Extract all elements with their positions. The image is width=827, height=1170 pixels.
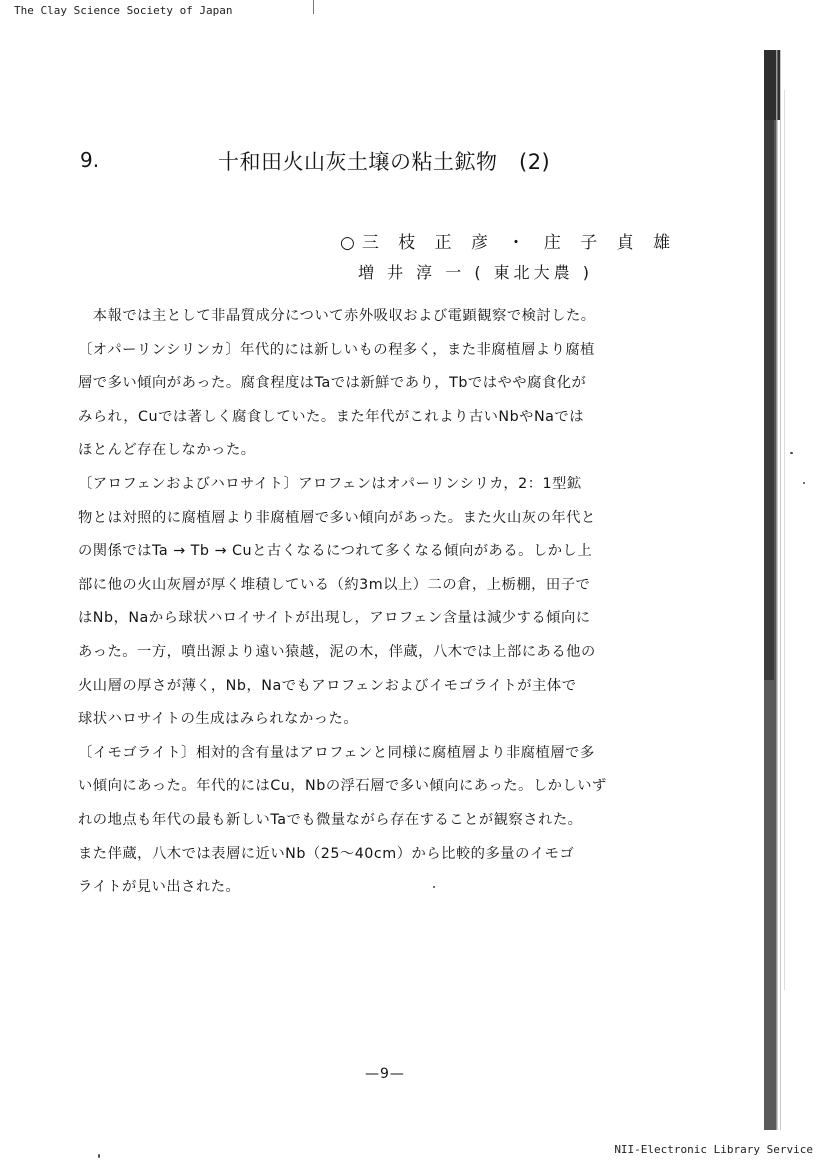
scan-speck bbox=[803, 482, 805, 484]
scan-edge-shadow bbox=[764, 50, 804, 1130]
body-line: れの地点も年代の最も新しいTaでも微量ながら存在することが観察された。 bbox=[78, 811, 583, 828]
body-line: あった。一方，噴出源より遠い猿越，泥の木，伴蔵，八木では上部にある他の bbox=[78, 643, 596, 660]
body-line: 〔オパーリンシリンカ〕年代的には新しいもの程多く，また非腐植層より腐植 bbox=[78, 341, 595, 358]
body-line: い傾向にあった。年代的にはCu，Nbの浮石層で多い傾向にあった。しかしいず bbox=[78, 778, 607, 795]
scan-speck bbox=[433, 886, 435, 888]
society-header: The Clay Science Society of Japan bbox=[14, 4, 233, 17]
body-text bbox=[78, 300, 690, 905]
scan-speck bbox=[98, 1154, 100, 1158]
body-line: 火山層の厚さが薄く，Nb，Naでもアロフェンおよびイモゴライトが主体で bbox=[78, 677, 577, 694]
authors-line: ○三 枝 正 彦 ・ 庄 子 貞 雄 bbox=[340, 233, 678, 253]
page-number: —9— bbox=[365, 1066, 405, 1082]
body-line: の関係ではTa → Tb → Cuと古くなるにつれて多くなる傾向がある。しかし上 bbox=[78, 543, 593, 560]
body-line: 本報では主として非晶質成分について赤外吸収および電顕観察で検討した。 bbox=[78, 308, 596, 324]
body-line: ライトが見い出された。 bbox=[78, 879, 241, 896]
scan-mark bbox=[313, 0, 314, 14]
section-number: 9. bbox=[80, 148, 100, 172]
body-line: みられ，Cuでは著しく腐食していた。また年代がこれより古いNbやNaでは bbox=[78, 408, 585, 425]
body-line: 部に他の火山灰層が厚く堆積している（約3m以上）二の倉，上栃棚，田子で bbox=[78, 576, 591, 593]
library-footer: NII-Electronic Library Service bbox=[614, 1143, 813, 1156]
title-row bbox=[0, 146, 827, 180]
body-line: 物とは対照的に腐植層より非腐植層で多い傾向があった。また火山灰の年代と bbox=[78, 509, 596, 526]
body-line: 〔アロフェンおよびハロサイト〕アロフェンはオパーリンシリカ，2：1型鉱 bbox=[78, 475, 582, 492]
body-line: ほとんど存在しなかった。 bbox=[78, 442, 256, 459]
body-line: 球状ハロサイトの生成はみられなかった。 bbox=[78, 711, 359, 728]
article-title: 十和田火山灰土壌の粘土鉱物 (2) bbox=[218, 150, 551, 174]
body-line: はNb，Naから球状ハロイサイトが出現し，アロフェン含量は減少する傾向に bbox=[78, 610, 591, 627]
body-line: また伴蔵，八木では表層に近いNb（25～40cm）から比較的多量のイモゴ bbox=[78, 845, 575, 862]
body-line: 〔イモゴライト〕相対的含有量はアロフェンと同様に腐植層より非腐植層で多 bbox=[78, 744, 595, 761]
affiliation-line: 増 井 淳 一 ( 東北大農 ) bbox=[358, 263, 594, 282]
body-line: 層で多い傾向があった。腐食程度はTaでは新鮮であり，Tbではやや腐食化が bbox=[78, 375, 587, 392]
scan-speck bbox=[790, 452, 793, 454]
